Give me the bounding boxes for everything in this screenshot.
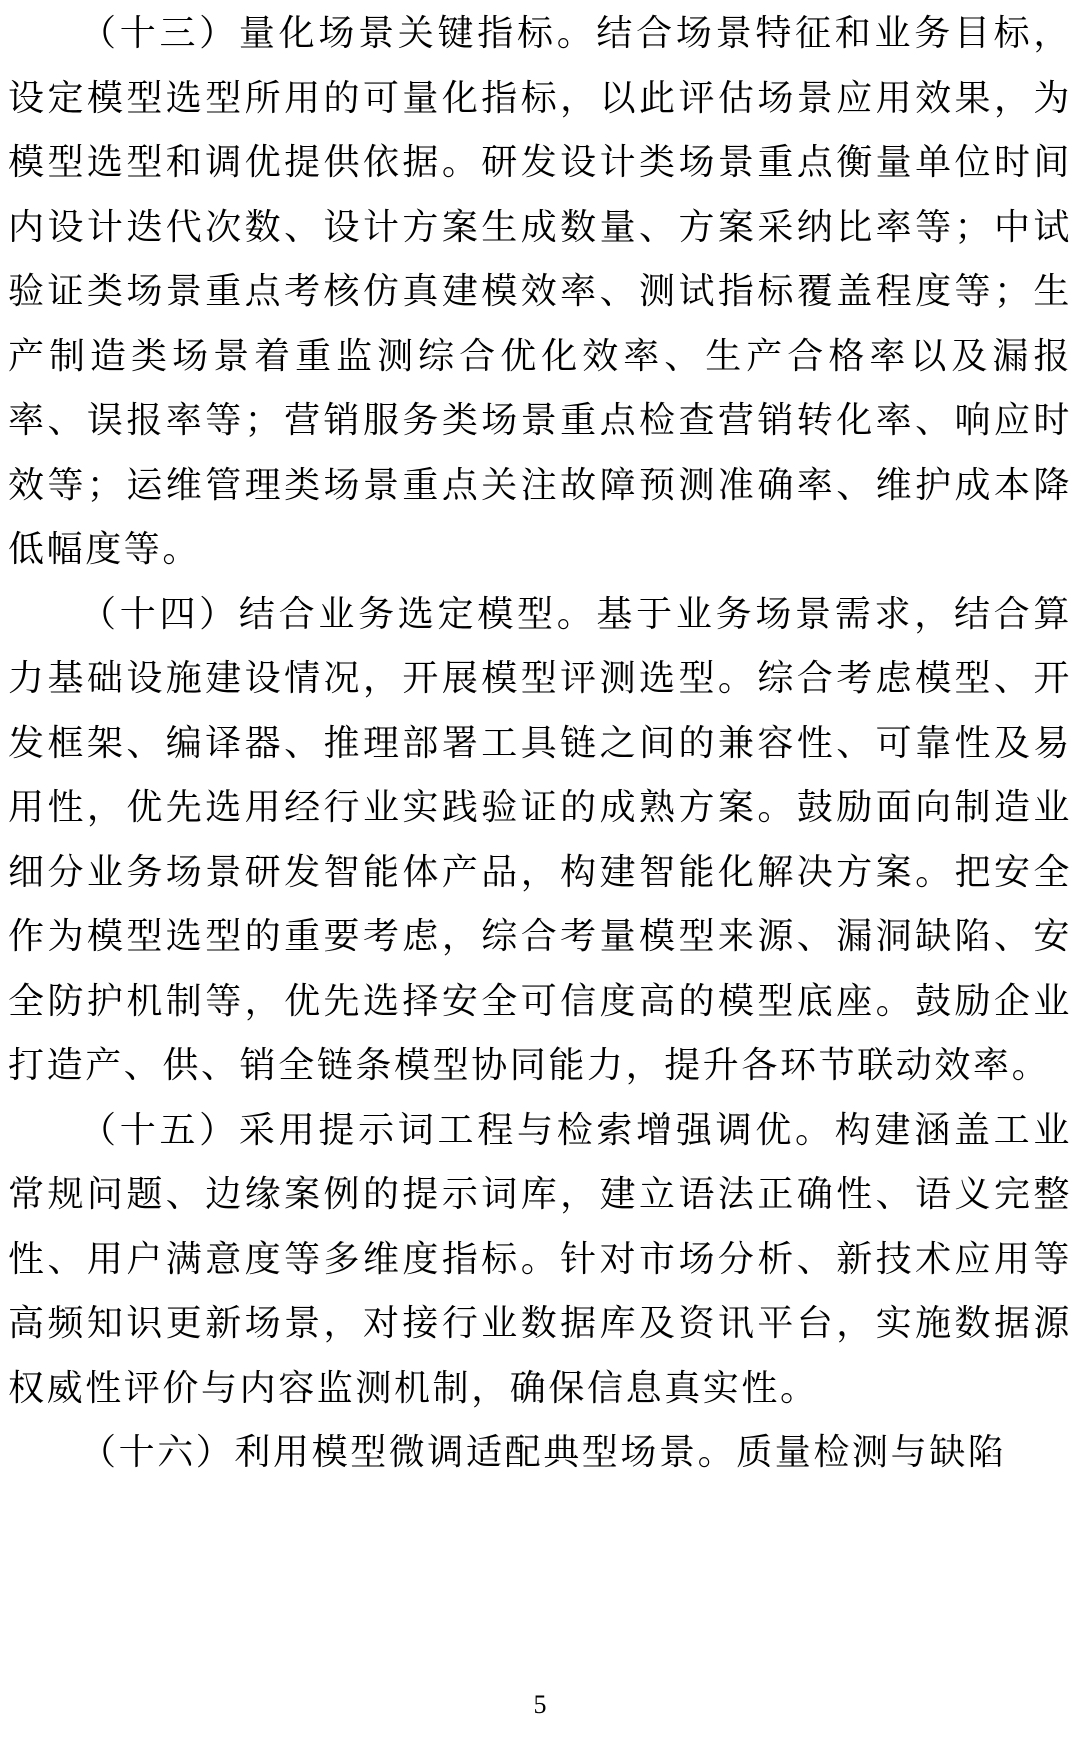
paragraph-16-heading: （十六）利用模型微调适配典型场景。 [80,1432,737,1473]
paragraph-13 [8,2,1072,583]
paragraph-13-heading: （十三）量化场景关键指标。 [80,13,597,54]
paragraph-14 [8,583,1072,1099]
page-number: 5 [533,1690,547,1719]
paragraph-15-heading: （十五）采用提示词工程与检索增强调优。 [80,1109,835,1151]
paragraph-16-text: 质量检测与缺陷 [736,1432,1007,1473]
document-body [8,2,1072,1486]
paragraph-15 [8,1099,1072,1422]
paragraph-15-text: 构建涵盖工业常规问题、边缘案例的提示词库，建立语法正确性、语义完整性、用户满意度等多维度指标。针对市场分析、新技术应用等高频知识更新场景，对接行业数据库及资讯平台，实施数据源权威性评价与内容监测机制，确保信息真实性。 [8,1109,1072,1409]
paragraph-13-text: 结合场景特征和业务目标，设定模型选型所用的可量化指标，以此评估场景应用效果，为模型选型和调优提供依据。研发设计类场景重点衡量单位时间内设计迭代次数、设计方案生成数量、方案采纳比率等；中试验证类场景重点考核仿真建模效率、测试指标覆盖程度等；生产制造类场景着重监测综合优化效率、生产合格率以及漏报率、误报率等；营销服务类场景重点检查营销转化率、响应时效等；运维管理类场景重点关注故障预测准确率、维护成本降低幅度等。 [8,13,1072,570]
paragraph-14-text: 基于业务场景需求，结合算力基础设施建设情况，开展模型评测选型。综合考虑模型、开发框架、编译器、推理部署工具链之间的兼容性、可靠性及易用性，优先选用经行业实践验证的成熟方案。鼓励面向制造业细分业务场景研发智能体产品，构建智能化解决方案。把安全作为模型选型的重要考虑，综合考量模型来源、漏洞缺陷、安全防护机制等，优先选择安全可信度高的模型底座。鼓励企业打造产、供、销全链条模型协同能力，提升各环节联动效率。 [8,593,1072,1086]
paragraph-16 [8,1421,1072,1486]
paragraph-14-heading: （十四）结合业务选定模型。 [80,593,597,635]
